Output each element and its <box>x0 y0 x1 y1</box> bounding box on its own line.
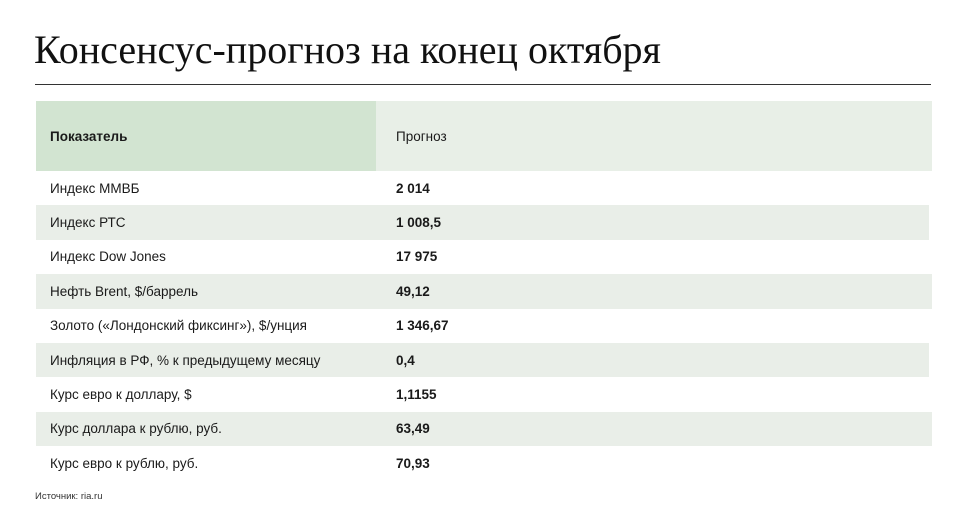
forecast-cell: 17 975 <box>396 249 438 265</box>
table-row <box>36 377 932 411</box>
indicator-cell: Курс евро к рублю, руб. <box>50 455 199 471</box>
table-row <box>36 274 932 308</box>
table-header <box>36 101 932 171</box>
source-note: Источник: ria.ru <box>35 491 103 502</box>
table-row <box>36 240 932 274</box>
page-title: Консенсус-прогноз на конец октября <box>34 27 661 72</box>
indicator-cell: Индекс ММВБ <box>50 180 140 196</box>
forecast-cell: 70,93 <box>396 455 430 471</box>
header-forecast: Прогноз <box>376 101 932 171</box>
indicator-cell: Инфляция в РФ, % к предыдущему месяцу <box>50 352 321 368</box>
indicator-cell: Курс доллара к рублю, руб. <box>50 421 222 437</box>
table-row <box>36 412 932 446</box>
indicator-cell: Золото («Лондонский фиксинг»), $/унция <box>50 318 307 334</box>
indicator-cell: Нефть Brent, $/баррель <box>50 283 198 299</box>
indicator-cell: Курс евро к доллару, $ <box>50 387 192 403</box>
indicator-cell: Индекс Dow Jones <box>50 249 166 265</box>
forecast-cell: 1,1155 <box>396 387 437 403</box>
forecast-cell: 63,49 <box>396 421 430 437</box>
table-row <box>36 205 929 239</box>
forecast-cell: 0,4 <box>396 352 415 368</box>
table-row <box>36 171 932 205</box>
table-row <box>36 309 932 343</box>
forecast-cell: 49,12 <box>396 283 430 299</box>
forecast-cell: 2 014 <box>396 180 430 196</box>
table-row <box>36 343 929 377</box>
table-row <box>36 446 932 480</box>
forecast-table <box>36 101 932 481</box>
forecast-cell: 1 008,5 <box>396 215 442 231</box>
indicator-cell: Индекс РТС <box>50 215 126 231</box>
title-divider <box>35 84 931 85</box>
forecast-cell: 1 346,67 <box>396 318 449 334</box>
header-indicator: Показатель <box>36 101 376 171</box>
